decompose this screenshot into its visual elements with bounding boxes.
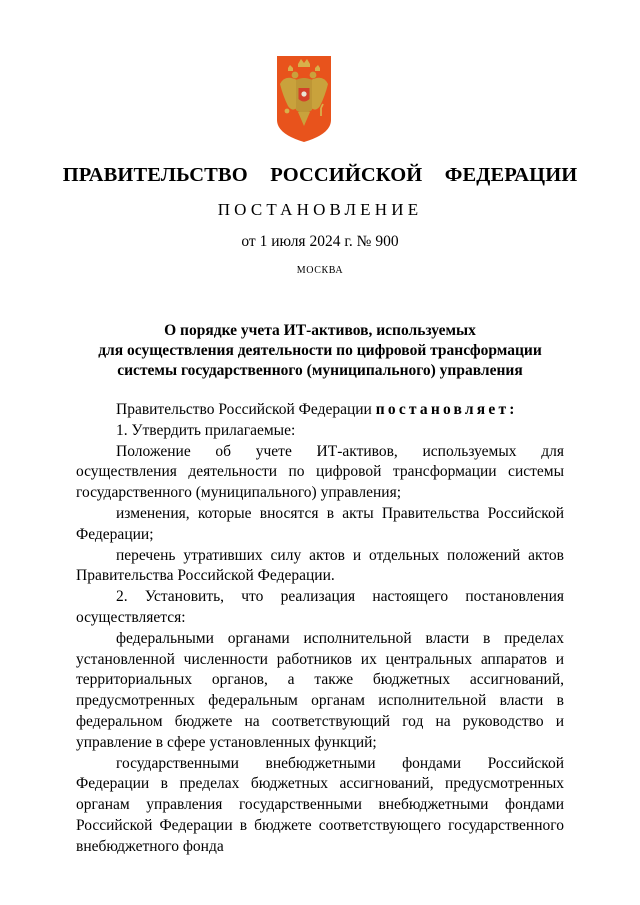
clause-1: 1. Утвердить прилагаемые: <box>116 421 296 439</box>
paragraph: Положение об учете ИТ-активов, используемых для осуществления деятельности по цифровой трансформации системы государственного (муниципального) управления; <box>76 442 564 502</box>
document-date-number: от 1 июля 2024 г. № 900 <box>241 233 399 250</box>
preamble-text: Правительство Российской Федерации <box>116 401 376 418</box>
subject-line: для осуществления деятельности по цифровой трансформации <box>98 342 542 359</box>
document-city: МОСКВА <box>296 265 344 276</box>
government-title: ПРАВИТЕЛЬСТВО РОССИЙСКОЙ ФЕДЕРАЦИИ <box>62 164 578 186</box>
clause-2: 2. Установить, что реализация настоящего постановления осуществляется: <box>76 588 564 626</box>
resolution-preamble <box>76 400 564 421</box>
paragraph: перечень утративших силу актов и отдельных положений актов Правительства Российской Федерации. <box>76 546 564 585</box>
document-type: ПОСТАНОВЛЕНИЕ <box>217 200 423 219</box>
decree-keyword: постановляет: <box>375 401 518 418</box>
document-subject <box>60 321 580 381</box>
subject-line: О порядке учета ИТ-активов, используемых <box>164 322 476 339</box>
document-body <box>76 400 564 858</box>
coat-of-arms-icon <box>277 56 331 142</box>
paragraph: изменения, которые вносятся в акты Правительства Российской Федерации; <box>76 504 564 543</box>
paragraph: федеральными органами исполнительной власти в пределах установленной численности работников их центральных аппаратов и территориальных органов, а также бюджетных ассигнований, предусмотренных федеральным органам исполнительной власти в федеральном бюджете на соответствующий год на руководство и управление в сфере установленных функций; <box>76 629 564 751</box>
paragraph: государственными внебюджетными фондами Российской Федерации в пределах бюджетных ассигнований, предусмотренных органам управления государственными внебюджетными фондами Российской Федерации в бюджете соответствующего государственного внебюджетного фонда <box>76 754 564 855</box>
subject-line: системы государственного (муниципального) управления <box>117 362 523 379</box>
